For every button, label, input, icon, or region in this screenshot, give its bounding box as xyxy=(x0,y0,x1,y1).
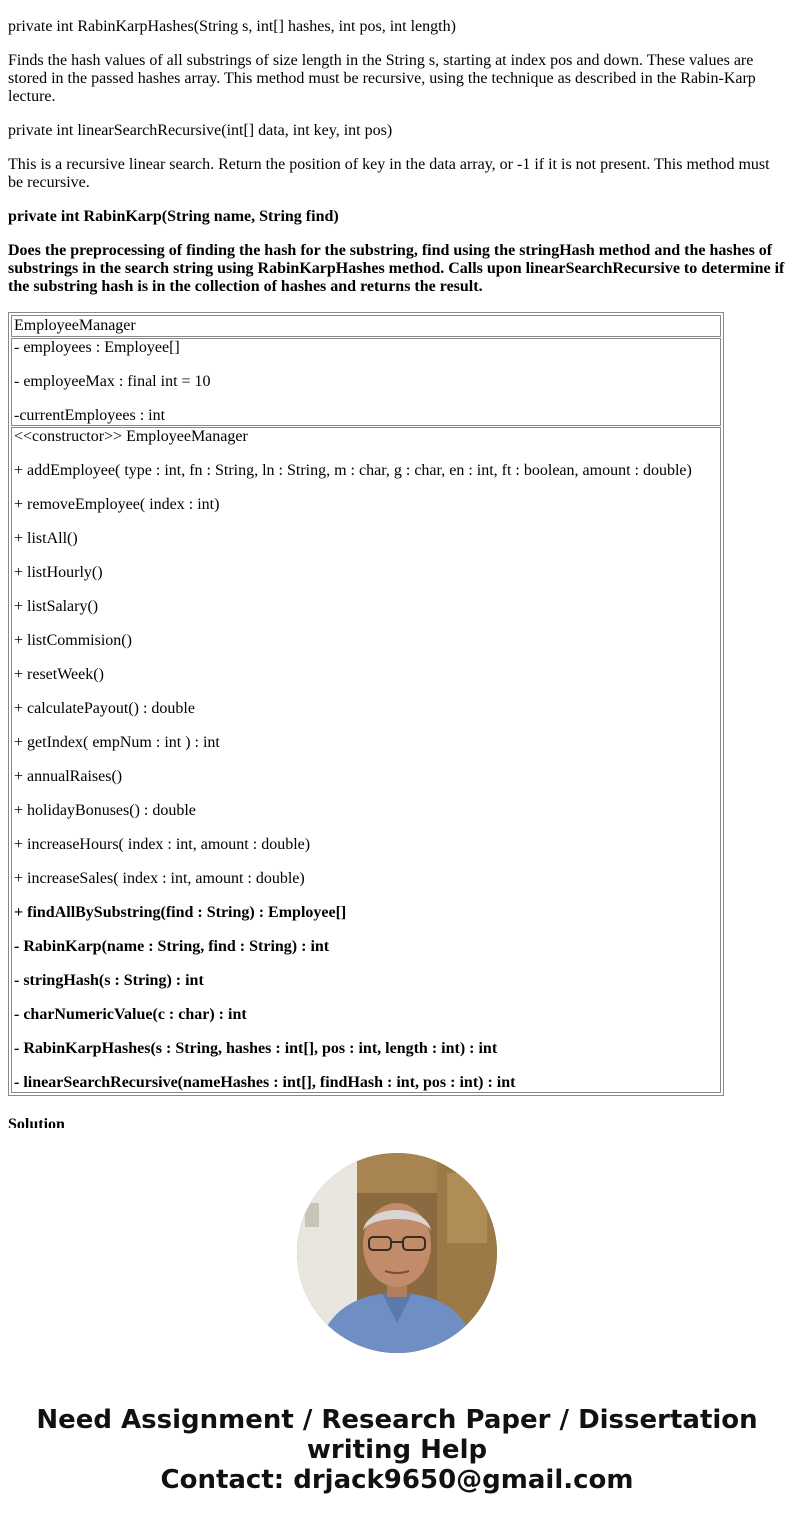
uml-attribute: - employeeMax : final int = 10 xyxy=(14,373,211,390)
uml-operation: + listHourly() xyxy=(14,564,103,581)
uml-operation: + getIndex( empNum : int ) : int xyxy=(14,734,220,751)
solution-heading: Solution xyxy=(8,1116,65,1128)
promo-line-2: writing Help xyxy=(306,1435,488,1465)
rabin-karp-hashes-description: Finds the hash values of all substrings of size length in the String s, starting at index pos and down. These values are stored in the passed hashes array. This method must be recursive, using the technique as described in the Rabin-Karp lecture. xyxy=(8,52,756,105)
uml-operation: + addEmployee( type : int, fn : String, ln : String, m : char, g : char, en : int, ft : boolean, amount : double) xyxy=(14,462,692,479)
promo-line-1: Need Assignment / Research Paper / Dissertation xyxy=(36,1405,758,1435)
promo-banner xyxy=(0,1405,794,1495)
uml-operation: + calculatePayout() : double xyxy=(14,700,195,717)
uml-attributes xyxy=(11,338,721,426)
uml-operations xyxy=(11,427,721,1093)
uml-class-name: EmployeeManager xyxy=(11,315,721,337)
uml-operation-bold: - RabinKarp(name : String, find : String) : int xyxy=(14,938,330,955)
uml-operation: <<constructor>> EmployeeManager xyxy=(14,428,248,445)
uml-operation: + resetWeek() xyxy=(14,666,104,683)
uml-operation-bold: - charNumericValue(c : char) : int xyxy=(14,1006,247,1023)
uml-operation: + increaseSales( index : int, amount : double) xyxy=(14,870,305,887)
rabin-karp-signature: private int RabinKarp(String name, String find) xyxy=(8,208,339,225)
uml-attribute: - employees : Employee[] xyxy=(14,339,180,356)
uml-operation-bold: + findAllBySubstring(find : String) : Employee[] xyxy=(14,904,347,921)
uml-operation: + increaseHours( index : int, amount : double) xyxy=(14,836,311,853)
linear-search-description: This is a recursive linear search. Return the position of key in the data array, or -1 if it is not present. This method must be recursive. xyxy=(8,156,770,191)
author-photo-icon xyxy=(297,1153,497,1353)
promo-contact: Contact: drjack9650@gmail.com xyxy=(160,1465,634,1495)
linear-search-signature: private int linearSearchRecursive(int[] data, int key, int pos) xyxy=(8,122,393,139)
uml-operation: + listSalary() xyxy=(14,598,99,615)
rabin-karp-description: Does the preprocessing of finding the hash for the substring, find using the stringHash method and the hashes of substrings in the search string using RabinKarpHashes method. Calls upon linearSearchRecursive to determine if the substring hash is in the collection of hashes and returns the result. xyxy=(8,242,785,295)
uml-operation: + annualRaises() xyxy=(14,768,123,785)
author-avatar xyxy=(297,1153,497,1353)
uml-operation: + holidayBonuses() : double xyxy=(14,802,196,819)
uml-operation-bold: - linearSearchRecursive(nameHashes : int[], findHash : int, pos : int) : int xyxy=(14,1074,516,1091)
uml-attribute: -currentEmployees : int xyxy=(14,407,166,424)
uml-operation-bold: - RabinKarpHashes(s : String, hashes : int[], pos : int, length : int) : int xyxy=(14,1040,498,1057)
uml-operation: + removeEmployee( index : int) xyxy=(14,496,220,513)
uml-class-diagram xyxy=(8,312,724,1096)
uml-operation: + listCommision() xyxy=(14,632,132,649)
rabin-karp-hashes-signature: private int RabinKarpHashes(String s, int[] hashes, int pos, int length) xyxy=(8,18,456,35)
uml-operation: + listAll() xyxy=(14,530,78,547)
uml-operation-bold: - stringHash(s : String) : int xyxy=(14,972,204,989)
